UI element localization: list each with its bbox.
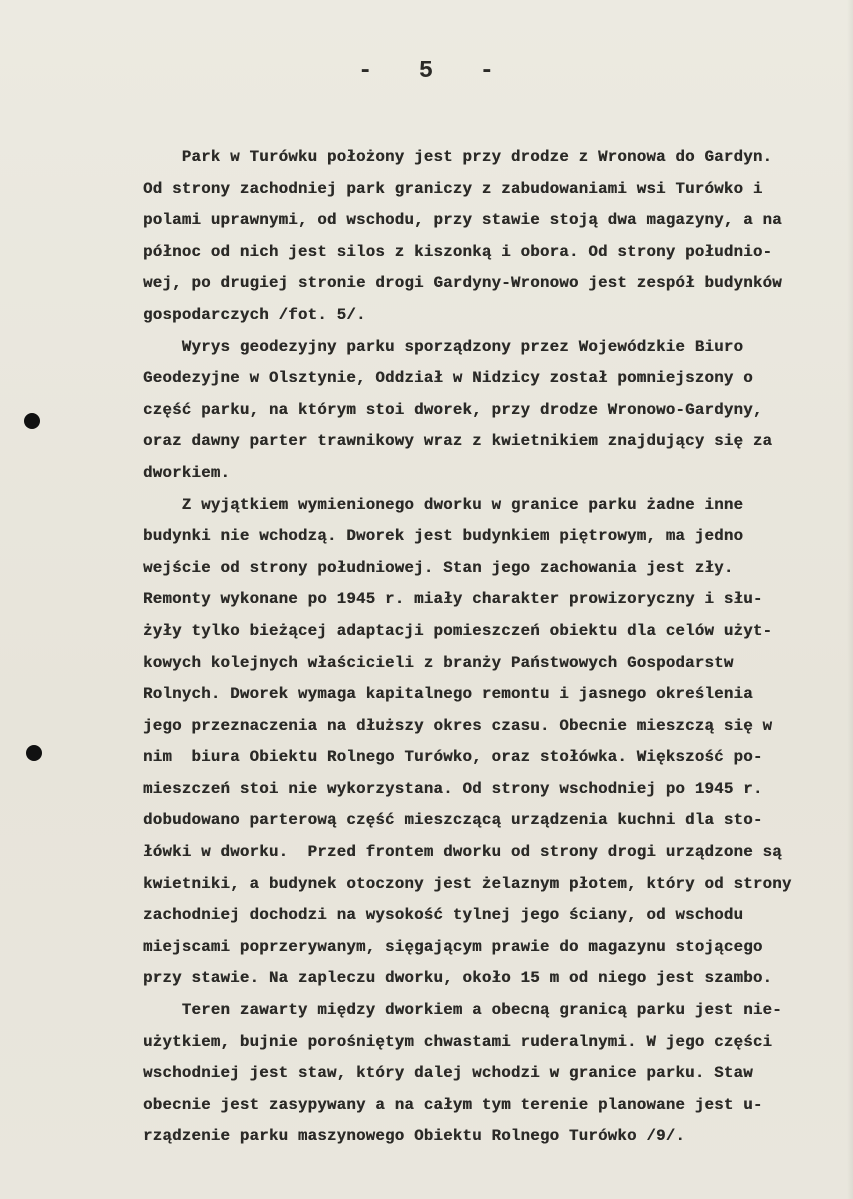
page-edge-shadow [847, 0, 853, 1199]
text-line: północ od nich jest silos z kiszonką i obora. Od strony południo- [143, 242, 773, 261]
text-line: Z wyjątkiem wymienionego dworku w granice parku żadne inne [143, 495, 744, 514]
text-line: Rolnych. Dworek wymaga kapitalnego remontu i jasnego określenia [143, 685, 753, 704]
text-line: obecnie jest zasypywany a na całym tym terenie planowane jest u- [143, 1095, 763, 1114]
text-line: Teren zawarty między dworkiem a obecną granicą parku jest nie- [143, 1001, 782, 1020]
text-line: miejscami poprzerywanym, sięgającym prawie do magazynu stojącego [143, 937, 763, 956]
text-line: gospodarczych /fot. 5/. [143, 305, 366, 324]
text-line: żyły tylko bieżącej adaptacji pomieszczeń obiektu dla celów użyt- [143, 621, 773, 640]
text-line: jego przeznaczenia na dłuższy okres czasu. Obecnie mieszczą się w [143, 716, 773, 735]
text-line: kowych kolejnych właścicieli z branży Państwowych Gospodarstw [143, 653, 734, 672]
punch-hole-mark [26, 745, 42, 761]
punch-hole-mark [24, 413, 40, 429]
text-line: Wyrys geodezyjny parku sporządzony przez Wojewódzkie Biuro [143, 337, 744, 356]
page-number-header [0, 58, 853, 85]
text-line: wejście od strony południowej. Stan jego zachowania jest zły. [143, 558, 734, 577]
text-line: oraz dawny parter trawnikowy wraz z kwietnikiem znajdujący się za [143, 432, 773, 451]
text-line: zachodniej dochodzi na wysokość tylnej jego ściany, od wschodu [143, 906, 744, 925]
text-line: wschodniej jest staw, który dalej wchodzi w granice parku. Staw [143, 1064, 753, 1083]
text-line: budynki nie wchodzą. Dworek jest budynkiem piętrowym, ma jedno [143, 527, 744, 546]
header-dash-left: - [357, 58, 374, 85]
text-line: Geodezyjne w Olsztynie, Oddział w Nidzicy został pomniejszony o [143, 369, 753, 388]
text-line: Remonty wykonane po 1945 r. miały charakter prowizoryczny i słu- [143, 590, 763, 609]
text-line: nim biura Obiektu Rolnego Turówko, oraz stołówka. Większość po- [143, 748, 763, 767]
text-line: kwietniki, a budynek otoczony jest żelaznym płotem, który od strony [143, 874, 792, 893]
text-line: Park w Turówku położony jest przy drodze z Wronowa do Gardyn. [143, 148, 773, 166]
text-line: dobudowano parterową część mieszczącą urządzenia kuchni dla sto- [143, 811, 763, 830]
text-line: część parku, na którym stoi dworek, przy drodze Wronowo-Gardyny, [143, 400, 763, 419]
body-text [143, 142, 843, 1153]
text-line: wej, po drugiej stronie drogi Gardyny-Wronowo jest zespół budynków [143, 274, 782, 293]
text-line: Od strony zachodniej park graniczy z zabudowaniami wsi Turówko i [143, 179, 763, 198]
page-number: 5 [418, 58, 435, 85]
text-line: mieszczeń stoi nie wykorzystana. Od strony wschodniej po 1945 r. [143, 779, 763, 798]
text-line: łówki w dworku. Przed frontem dworku od strony drogi urządzone są [143, 843, 782, 862]
header-dash-right: - [479, 58, 496, 85]
text-line: użytkiem, bujnie porośniętym chwastami ruderalnymi. W jego części [143, 1032, 773, 1051]
text-line: dworkiem. [143, 463, 231, 482]
text-line: polami uprawnymi, od wschodu, przy stawie stoją dwa magazyny, a na [143, 211, 782, 230]
text-line: rządzenie parku maszynowego Obiektu Rolnego Turówko /9/. [143, 1127, 686, 1146]
text-line: przy stawie. Na zapleczu dworku, około 15 m od niego jest szambo. [143, 969, 773, 988]
